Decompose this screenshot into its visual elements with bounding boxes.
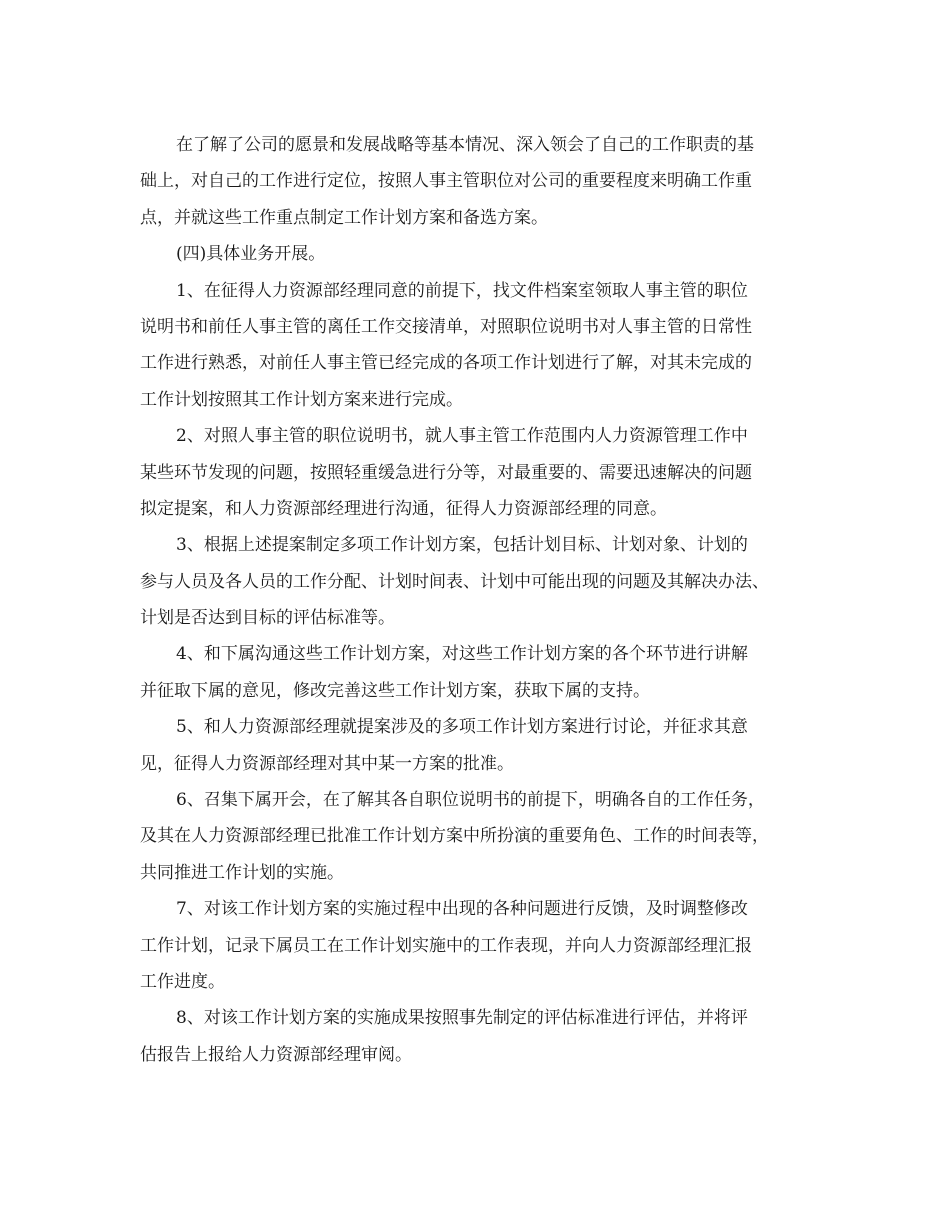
text-line: 见，征得人力资源部经理对其中某一方案的批准。 <box>140 753 514 774</box>
text-line: 7、对该工作计划方案的实施过程中出现的各种问题进行反馈，及时调整修改 <box>176 899 748 920</box>
text-line: 1、在征得人力资源部经理同意的前提下，找文件档案室领取人事主管的职位 <box>176 280 748 301</box>
text-line: 拟定提案，和人力资源部经理进行沟通，征得人力资源部经理的同意。 <box>140 498 667 519</box>
section-heading: (四)具体业务开展。 <box>176 244 326 265</box>
text-line: 4、和下属沟通这些工作计划方案，对这些工作计划方案的各个环节进行讲解 <box>176 644 748 665</box>
text-line: 共同推进工作计划的实施。 <box>140 862 344 883</box>
text-line: 某些环节发现的问题，按照轻重缓急进行分等，对最重要的、需要迅速解决的问题 <box>140 462 752 483</box>
document-body <box>140 127 820 1073</box>
text-line: 说明书和前任人事主管的离任工作交接清单，对照职位说明书对人事主管的日常性 <box>140 316 752 337</box>
text-line: 3、根据上述提案制定多项工作计划方案，包括计划目标、计划对象、计划的 <box>176 535 748 556</box>
text-line: 计划是否达到目标的评估标准等。 <box>140 608 395 629</box>
text-line: 参与人员及各人员的工作分配、计划时间表、计划中可能出现的问题及其解决办法、 <box>140 571 769 592</box>
text-line: 6、召集下属开会，在了解其各自职位说明书的前提下，明确各自的工作任务， <box>176 790 765 811</box>
text-line: 并征取下属的意见，修改完善这些工作计划方案，获取下属的支持。 <box>140 680 650 701</box>
text-line: 估报告上报给人力资源部经理审阅。 <box>140 1044 412 1065</box>
text-line: 2、对照人事主管的职位说明书，就人事主管工作范围内人力资源管理工作中 <box>176 426 748 447</box>
text-line: 及其在人力资源部经理已批准工作计划方案中所扮演的重要角色、工作的时间表等， <box>140 826 769 847</box>
text-line: 8、对该工作计划方案的实施成果按照事先制定的评估标准进行评估，并将评 <box>176 1008 748 1029</box>
text-line: 工作进度。 <box>140 971 225 992</box>
text-line: 础上，对自己的工作进行定位，按照人事主管职位对公司的重要程度来明确工作重 <box>140 171 752 192</box>
text-line: 工作计划按照其工作计划方案来进行完成。 <box>140 389 463 410</box>
text-line: 工作计划，记录下属员工在工作计划实施中的工作表现，并向人力资源部经理汇报 <box>140 935 752 956</box>
text-line: 点，并就这些工作重点制定工作计划方案和备选方案。 <box>140 207 548 228</box>
text-line: 在了解了公司的愿景和发展战略等基本情况、深入领会了自己的工作职责的基 <box>176 135 754 155</box>
text-line: 5、和人力资源部经理就提案涉及的多项工作计划方案进行讨论，并征求其意 <box>176 717 748 738</box>
text-line: 工作进行熟悉，对前任人事主管已经完成的各项工作计划进行了解，对其未完成的 <box>140 353 752 374</box>
